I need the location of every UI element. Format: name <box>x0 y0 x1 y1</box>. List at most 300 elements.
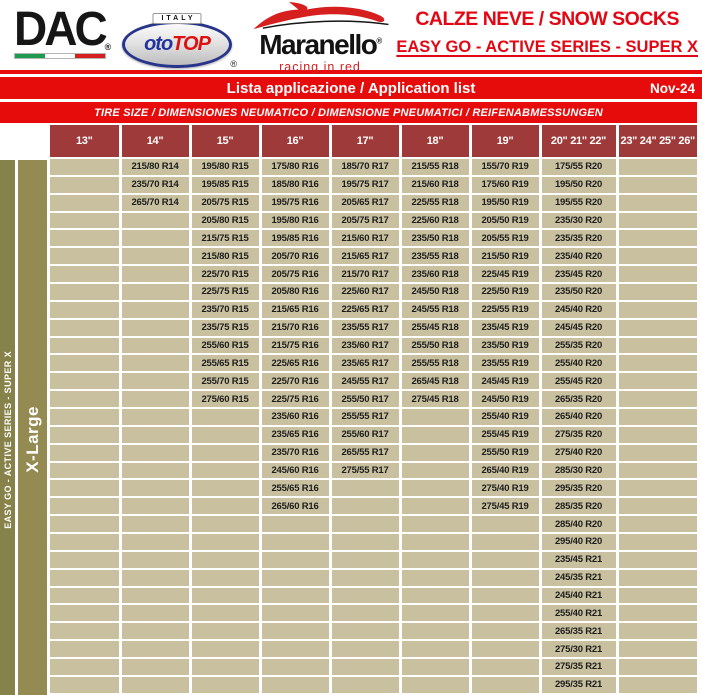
tire-size-cell: 245/45 R19 <box>470 372 540 390</box>
tire-size-cell <box>617 587 697 605</box>
tire-size-cell: 195/50 R20 <box>540 176 617 194</box>
tire-size-cell <box>190 533 260 551</box>
tire-size-cell: 275/45 R19 <box>470 497 540 515</box>
tire-size-cell <box>50 390 120 408</box>
ototop-logo <box>122 15 237 69</box>
tire-size-cell: 285/30 R20 <box>540 462 617 480</box>
table-body <box>50 158 697 694</box>
application-list-band <box>0 77 702 99</box>
tire-size-cell <box>617 194 697 212</box>
tire-size-cell <box>190 462 260 480</box>
table-row <box>50 551 697 569</box>
tire-size-cell <box>260 569 330 587</box>
tire-size-cell: 235/65 R17 <box>330 354 400 372</box>
tire-size-cell: 255/40 R21 <box>540 604 617 622</box>
tire-size-cell <box>50 337 120 355</box>
tire-size-cell <box>120 604 190 622</box>
tire-size-cell: 275/35 R20 <box>540 426 617 444</box>
tire-size-cell: 195/50 R19 <box>470 194 540 212</box>
table-row <box>50 533 697 551</box>
tire-size-cell <box>50 212 120 230</box>
tire-size-cell <box>470 604 540 622</box>
application-table <box>50 125 697 695</box>
column-header: 13" <box>50 125 120 158</box>
column-header: 18" <box>400 125 470 158</box>
tire-size-cell: 255/50 R18 <box>400 337 470 355</box>
tire-size-cell <box>120 372 190 390</box>
tire-size-cell <box>260 587 330 605</box>
tire-size-cell <box>190 551 260 569</box>
tire-size-cell <box>50 604 120 622</box>
tire-size-cell <box>120 533 190 551</box>
tire-size-cell: 275/60 R15 <box>190 390 260 408</box>
tire-size-cell <box>330 622 400 640</box>
tire-size-cell <box>400 408 470 426</box>
series-vertical-label: EASY GO - ACTIVE SERIES - SUPER X <box>2 350 13 529</box>
tire-size-cell <box>400 551 470 569</box>
tire-size-cell: 255/45 R20 <box>540 372 617 390</box>
tire-size-cell <box>330 479 400 497</box>
tire-size-cell <box>190 408 260 426</box>
tire-size-cell: 245/60 R16 <box>260 462 330 480</box>
tire-size-cell <box>50 462 120 480</box>
tire-size-cell <box>617 265 697 283</box>
tire-size-cell: 245/40 R20 <box>540 301 617 319</box>
tire-size-cell <box>120 676 190 694</box>
tire-size-cell <box>120 569 190 587</box>
tire-size-cell <box>260 658 330 676</box>
tire-size-cell: 215/80 R15 <box>190 247 260 265</box>
tire-size-cell <box>50 265 120 283</box>
tire-size-cell <box>617 354 697 372</box>
tire-size-cell <box>120 408 190 426</box>
tire-size-cell <box>120 479 190 497</box>
tire-size-cell <box>120 301 190 319</box>
column-header: 16" <box>260 125 330 158</box>
table-row <box>50 462 697 480</box>
tire-size-cell <box>260 515 330 533</box>
tire-size-cell: 225/70 R16 <box>260 372 330 390</box>
tire-size-cell: 265/35 R20 <box>540 390 617 408</box>
tire-size-cell <box>617 533 697 551</box>
tire-size-cell: 235/40 R20 <box>540 247 617 265</box>
tire-size-cell <box>120 247 190 265</box>
tire-size-cell <box>120 587 190 605</box>
registered-mark-icon: ® <box>230 59 237 69</box>
tire-size-cell <box>120 265 190 283</box>
car-swoosh-icon <box>249 1 391 31</box>
tire-size-heading: TIRE SIZE / DIMENSIONES NEUMATICO / DIMENSIONE PNEUMATICI / REIFENABMESSUNGEN <box>94 106 603 119</box>
tire-size-cell <box>617 622 697 640</box>
tire-size-cell <box>50 194 120 212</box>
tire-size-cell <box>50 533 120 551</box>
tire-size-cell <box>330 604 400 622</box>
tire-size-cell <box>617 426 697 444</box>
tire-size-cell <box>50 247 120 265</box>
tire-size-cell <box>470 569 540 587</box>
dac-wordmark: DAC® <box>14 0 109 56</box>
tire-size-cell: 195/75 R17 <box>330 176 400 194</box>
tire-size-cell: 265/40 R20 <box>540 408 617 426</box>
table-row <box>50 426 697 444</box>
table-row <box>50 587 697 605</box>
tire-size-cell: 295/40 R20 <box>540 533 617 551</box>
table-header-row <box>50 125 697 158</box>
tire-size-cell: 215/80 R14 <box>120 158 190 176</box>
tire-size-cell <box>120 390 190 408</box>
tire-size-cell <box>400 640 470 658</box>
column-header: 20" 21" 22" <box>540 125 617 158</box>
tire-size-cell: 255/65 R16 <box>260 479 330 497</box>
tire-size-cell: 255/55 R17 <box>330 408 400 426</box>
tire-size-cell: 215/60 R18 <box>400 176 470 194</box>
tire-size-cell <box>120 426 190 444</box>
tire-size-cell <box>330 497 400 515</box>
tire-size-cell <box>617 229 697 247</box>
tire-size-cell: 195/55 R20 <box>540 194 617 212</box>
tire-size-cell <box>120 497 190 515</box>
tire-size-cell: 195/80 R16 <box>260 212 330 230</box>
tire-size-cell <box>50 622 120 640</box>
tire-size-cell <box>50 676 120 694</box>
tire-size-cell: 235/50 R20 <box>540 283 617 301</box>
application-table-zone <box>0 125 702 695</box>
tire-size-cell: 235/50 R19 <box>470 337 540 355</box>
tire-size-cell: 265/55 R17 <box>330 444 400 462</box>
tire-size-cell <box>190 569 260 587</box>
tire-size-cell <box>50 176 120 194</box>
tire-size-cell: 215/50 R19 <box>470 247 540 265</box>
table-row <box>50 390 697 408</box>
tire-size-cell <box>470 622 540 640</box>
column-header: 23" 24" 25" 26" <box>617 125 697 158</box>
tire-size-cell <box>50 372 120 390</box>
tire-size-cell <box>330 587 400 605</box>
table-row <box>50 604 697 622</box>
tire-size-cell: 235/60 R18 <box>400 265 470 283</box>
tire-size-cell: 215/60 R17 <box>330 229 400 247</box>
tire-size-cell: 225/65 R17 <box>330 301 400 319</box>
table-row <box>50 301 697 319</box>
tire-size-cell <box>470 676 540 694</box>
registered-mark-icon: ® <box>104 41 109 53</box>
tire-size-cell <box>400 479 470 497</box>
application-list-title: Lista applicazione / Application list <box>226 79 476 97</box>
tire-size-cell: 255/50 R17 <box>330 390 400 408</box>
tire-size-cell <box>400 426 470 444</box>
tire-size-cell: 265/60 R16 <box>260 497 330 515</box>
tire-size-cell <box>50 158 120 176</box>
table-row <box>50 158 697 176</box>
tire-size-cell: 225/55 R19 <box>470 301 540 319</box>
tire-size-cell: 235/65 R16 <box>260 426 330 444</box>
tire-size-cell: 225/60 R17 <box>330 283 400 301</box>
tire-size-cell: 265/40 R19 <box>470 462 540 480</box>
tire-size-cell <box>120 640 190 658</box>
tire-size-cell: 195/85 R15 <box>190 176 260 194</box>
tire-size-cell: 245/50 R18 <box>400 283 470 301</box>
tire-size-cell: 235/60 R16 <box>260 408 330 426</box>
tire-size-cell: 235/50 R18 <box>400 229 470 247</box>
tire-size-cell <box>260 551 330 569</box>
tire-size-cell <box>617 604 697 622</box>
tire-size-cell: 235/75 R15 <box>190 319 260 337</box>
table-row <box>50 194 697 212</box>
tire-size-cell: 225/70 R15 <box>190 265 260 283</box>
table-row <box>50 176 697 194</box>
tire-size-cell: 205/80 R15 <box>190 212 260 230</box>
tire-size-cell <box>190 515 260 533</box>
tire-size-cell <box>120 283 190 301</box>
tire-size-cell: 255/60 R15 <box>190 337 260 355</box>
column-header: 15" <box>190 125 260 158</box>
column-header: 17" <box>330 125 400 158</box>
tire-size-cell: 235/35 R20 <box>540 229 617 247</box>
tire-size-cell <box>120 337 190 355</box>
tire-size-cell <box>120 658 190 676</box>
tire-size-cell: 225/75 R16 <box>260 390 330 408</box>
tire-size-cell <box>50 301 120 319</box>
size-vertical-label: X-Large <box>22 406 42 473</box>
tire-size-cell: 245/50 R19 <box>470 390 540 408</box>
tire-size-cell: 205/75 R16 <box>260 265 330 283</box>
tire-size-cell: 205/70 R16 <box>260 247 330 265</box>
tire-size-cell <box>260 622 330 640</box>
tire-size-cell <box>190 497 260 515</box>
tire-size-cell <box>617 676 697 694</box>
tire-size-cell <box>617 462 697 480</box>
tire-size-cell <box>617 658 697 676</box>
tire-size-cell: 275/35 R21 <box>540 658 617 676</box>
tire-size-cell <box>260 676 330 694</box>
tire-size-cell <box>50 515 120 533</box>
tire-size-cell: 265/45 R18 <box>400 372 470 390</box>
tire-size-cell <box>120 462 190 480</box>
tire-size-cell: 285/40 R20 <box>540 515 617 533</box>
italy-tag: ITALY <box>152 13 201 24</box>
tire-size-cell <box>190 604 260 622</box>
tire-size-cell <box>50 229 120 247</box>
tire-size-cell: 275/45 R18 <box>400 390 470 408</box>
table-row <box>50 515 697 533</box>
tire-size-cell <box>617 319 697 337</box>
tire-size-cell <box>120 212 190 230</box>
tire-size-cell <box>617 551 697 569</box>
tire-size-cell: 235/55 R18 <box>400 247 470 265</box>
table-row <box>50 408 697 426</box>
tire-size-cell <box>400 676 470 694</box>
tire-size-cell: 225/55 R18 <box>400 194 470 212</box>
tire-size-cell: 155/70 R19 <box>470 158 540 176</box>
tire-size-cell <box>617 337 697 355</box>
tire-size-cell: 285/35 R20 <box>540 497 617 515</box>
tire-size-cell <box>617 640 697 658</box>
table-row <box>50 354 697 372</box>
tire-size-cell <box>260 533 330 551</box>
tire-size-cell <box>617 176 697 194</box>
tire-size-cell <box>617 408 697 426</box>
tire-size-band <box>0 102 697 123</box>
tire-size-cell <box>400 497 470 515</box>
tire-size-cell: 245/55 R18 <box>400 301 470 319</box>
tire-size-cell <box>50 658 120 676</box>
tire-size-cell <box>470 658 540 676</box>
tire-size-cell: 175/55 R20 <box>540 158 617 176</box>
tire-size-cell: 255/45 R19 <box>470 426 540 444</box>
tire-size-cell <box>50 426 120 444</box>
tire-size-cell <box>120 444 190 462</box>
tire-size-cell <box>50 408 120 426</box>
column-header: 14" <box>120 125 190 158</box>
tire-size-cell: 175/60 R19 <box>470 176 540 194</box>
tire-size-cell: 235/55 R17 <box>330 319 400 337</box>
tire-size-cell: 205/65 R17 <box>330 194 400 212</box>
tire-size-cell <box>120 622 190 640</box>
tire-size-cell <box>400 587 470 605</box>
table-row <box>50 337 697 355</box>
tire-size-cell <box>617 497 697 515</box>
tire-size-cell <box>617 301 697 319</box>
tire-size-cell: 235/55 R19 <box>470 354 540 372</box>
tire-size-cell <box>470 640 540 658</box>
tire-size-cell: 235/70 R14 <box>120 176 190 194</box>
tire-size-cell <box>470 515 540 533</box>
tire-size-cell: 255/40 R20 <box>540 354 617 372</box>
tire-size-cell <box>50 354 120 372</box>
tire-size-cell <box>260 640 330 658</box>
tire-size-cell <box>190 640 260 658</box>
tire-size-cell <box>400 622 470 640</box>
tire-size-cell: 275/40 R19 <box>470 479 540 497</box>
tire-size-cell: 245/40 R21 <box>540 587 617 605</box>
tire-size-cell <box>120 515 190 533</box>
tire-size-cell: 175/80 R16 <box>260 158 330 176</box>
tire-size-cell: 225/60 R18 <box>400 212 470 230</box>
tire-size-cell <box>190 676 260 694</box>
tire-size-cell: 245/35 R21 <box>540 569 617 587</box>
tire-size-cell <box>330 658 400 676</box>
dac-logo <box>14 0 114 59</box>
table-row <box>50 229 697 247</box>
tire-size-cell: 295/35 R21 <box>540 676 617 694</box>
tire-size-cell <box>400 533 470 551</box>
table-row <box>50 247 697 265</box>
table-row <box>50 283 697 301</box>
table-row <box>50 640 697 658</box>
tire-size-cell <box>120 354 190 372</box>
tire-size-cell <box>50 479 120 497</box>
tire-size-cell <box>330 569 400 587</box>
tire-size-cell <box>50 444 120 462</box>
maranello-wordmark: Maranello® <box>259 29 381 60</box>
tire-size-cell <box>617 372 697 390</box>
tire-size-cell: 215/55 R18 <box>400 158 470 176</box>
tire-size-cell: 255/55 R18 <box>400 354 470 372</box>
tire-size-cell: 245/45 R20 <box>540 319 617 337</box>
tire-size-cell <box>617 444 697 462</box>
tire-size-cell: 225/45 R19 <box>470 265 540 283</box>
tire-size-cell <box>617 390 697 408</box>
maranello-tagline: racing in red <box>279 60 361 74</box>
table-row <box>50 212 697 230</box>
tire-size-cell: 225/75 R15 <box>190 283 260 301</box>
tire-size-cell: 205/75 R17 <box>330 212 400 230</box>
tire-size-cell: 225/50 R19 <box>470 283 540 301</box>
tire-size-cell <box>50 319 120 337</box>
tire-size-cell: 185/70 R17 <box>330 158 400 176</box>
table-row <box>50 479 697 497</box>
tire-size-cell <box>400 569 470 587</box>
tire-size-cell <box>617 247 697 265</box>
tire-size-cell <box>190 444 260 462</box>
tire-size-cell: 195/80 R15 <box>190 158 260 176</box>
tire-size-cell: 275/40 R20 <box>540 444 617 462</box>
tire-size-cell <box>190 587 260 605</box>
tire-size-cell: 205/55 R19 <box>470 229 540 247</box>
tire-size-cell: 265/70 R14 <box>120 194 190 212</box>
table-row <box>50 444 697 462</box>
tire-size-cell <box>470 587 540 605</box>
tire-size-cell <box>50 497 120 515</box>
table-row <box>50 676 697 694</box>
tire-size-cell: 195/85 R16 <box>260 229 330 247</box>
tire-size-cell: 275/30 R21 <box>540 640 617 658</box>
tire-size-cell <box>617 479 697 497</box>
tire-size-cell: 255/70 R15 <box>190 372 260 390</box>
tire-size-cell: 255/50 R19 <box>470 444 540 462</box>
tire-size-cell: 235/45 R21 <box>540 551 617 569</box>
table-row <box>50 497 697 515</box>
tire-size-cell: 255/60 R17 <box>330 426 400 444</box>
table-row <box>50 622 697 640</box>
sidebar-size-strip <box>18 160 47 695</box>
table-row <box>50 319 697 337</box>
table-row <box>50 265 697 283</box>
tire-size-cell: 235/45 R20 <box>540 265 617 283</box>
tire-size-cell: 205/50 R19 <box>470 212 540 230</box>
tire-size-cell <box>50 587 120 605</box>
tire-size-cell <box>50 569 120 587</box>
tire-size-cell: 235/30 R20 <box>540 212 617 230</box>
tire-size-cell <box>400 515 470 533</box>
tire-size-cell <box>330 640 400 658</box>
tire-size-cell <box>617 158 697 176</box>
tire-size-cell: 215/65 R17 <box>330 247 400 265</box>
tire-size-cell <box>617 283 697 301</box>
title-snow-socks: CALZE NEVE / SNOW SOCKS <box>415 8 680 30</box>
tire-size-cell <box>617 212 697 230</box>
logo-header <box>0 0 702 74</box>
table-row <box>50 569 697 587</box>
title-series: EASY GO - ACTIVE SERIES - SUPER X <box>396 38 698 56</box>
tire-size-cell: 215/70 R17 <box>330 265 400 283</box>
tire-size-cell <box>617 515 697 533</box>
tire-size-cell <box>617 569 697 587</box>
tire-size-cell: 225/65 R16 <box>260 354 330 372</box>
tire-size-cell <box>400 658 470 676</box>
tire-size-cell <box>400 604 470 622</box>
tire-size-cell: 215/65 R16 <box>260 301 330 319</box>
tire-size-cell <box>470 533 540 551</box>
tire-size-cell: 275/55 R17 <box>330 462 400 480</box>
registered-mark-icon: ® <box>376 36 381 46</box>
ototop-top-text: TOP <box>172 33 210 55</box>
tire-size-cell <box>330 676 400 694</box>
tire-size-cell: 205/80 R16 <box>260 283 330 301</box>
tire-size-cell: 205/75 R15 <box>190 194 260 212</box>
tire-size-cell <box>120 229 190 247</box>
tire-size-cell: 295/35 R20 <box>540 479 617 497</box>
